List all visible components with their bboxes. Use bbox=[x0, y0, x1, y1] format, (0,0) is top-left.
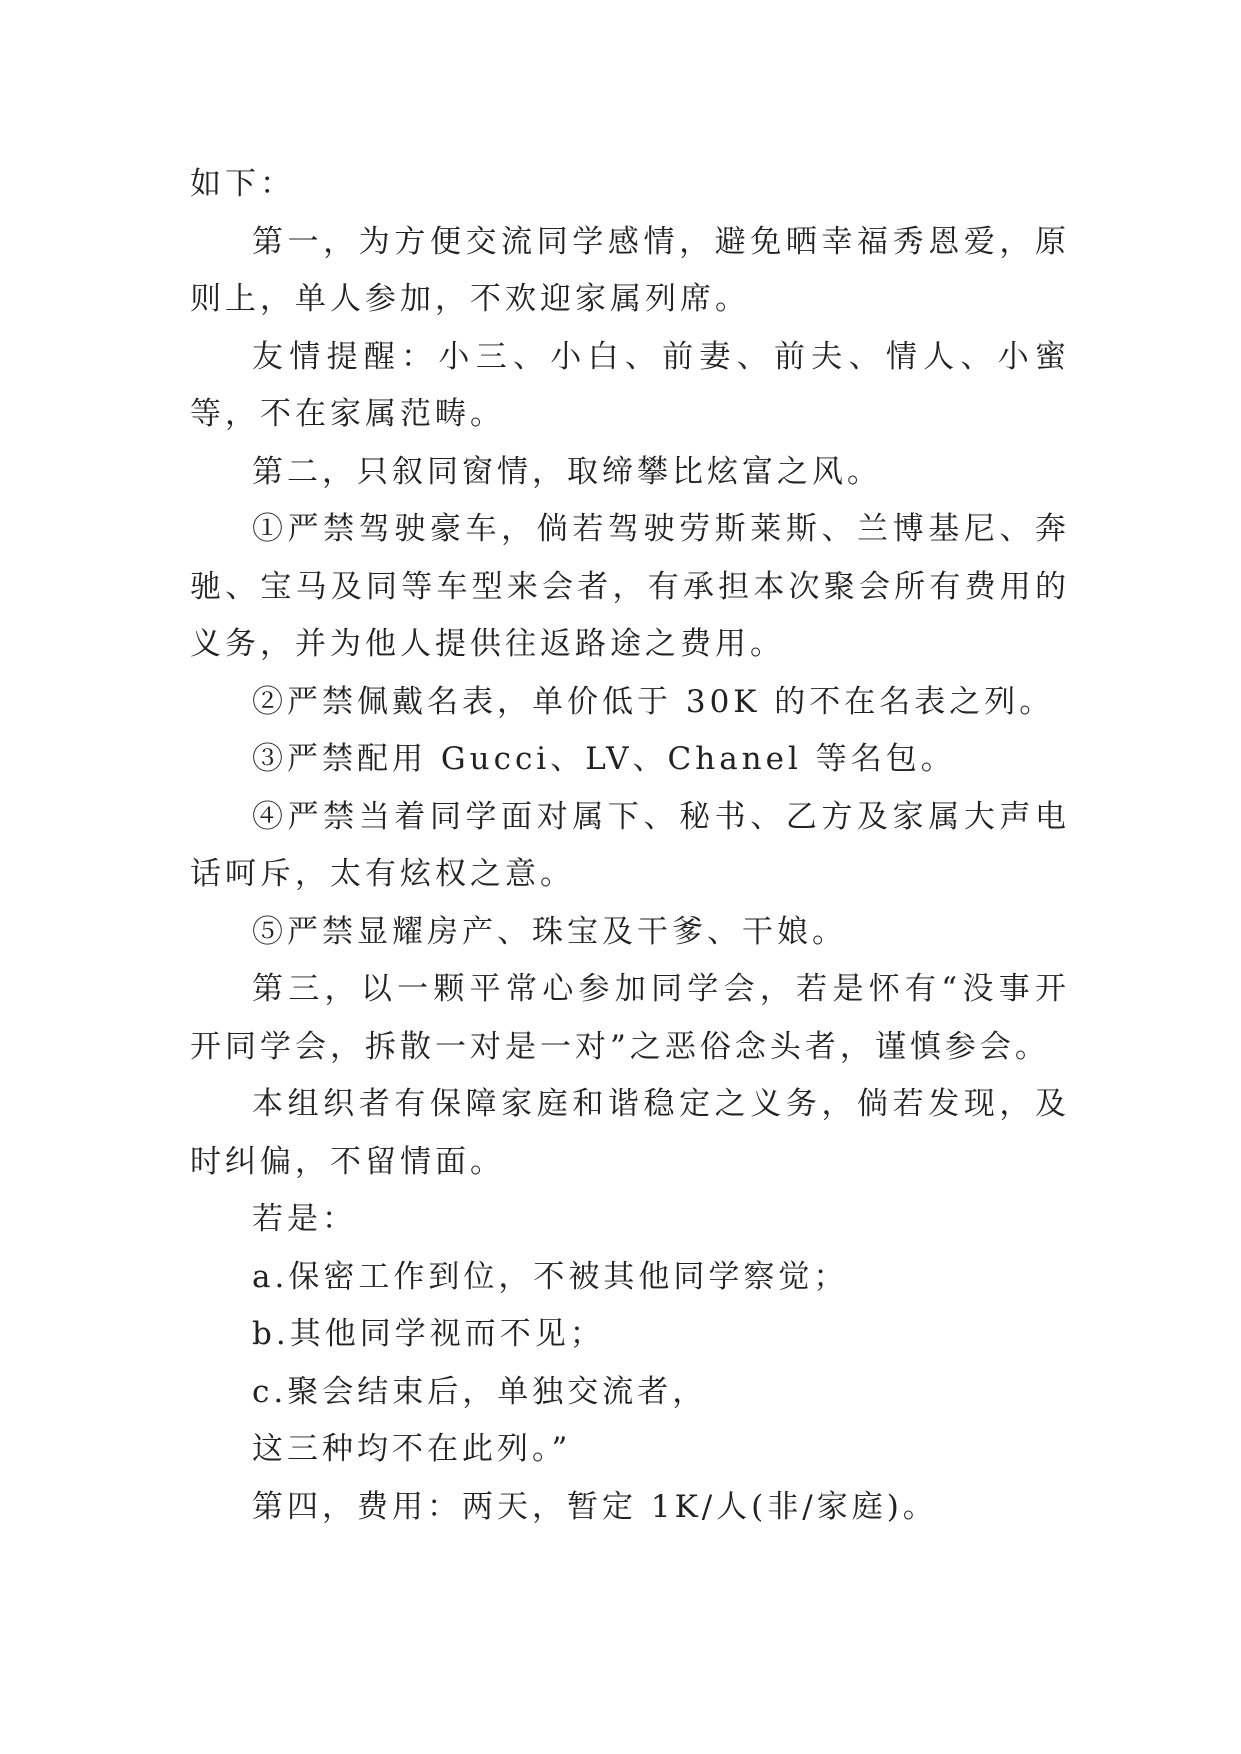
paragraph-exception-note: 这三种均不在此列。” bbox=[252, 1431, 572, 1467]
paragraph-item-3-bags: ③严禁配用 Gucci、LV、Chanel 等名包。 bbox=[252, 741, 956, 777]
document-body bbox=[190, 156, 1070, 1536]
paragraph-rule-four-fees: 第四，费用：两天，暂定 1K/人(非/家庭)。 bbox=[252, 1488, 938, 1525]
paragraph-if: 若是： bbox=[252, 1201, 357, 1237]
paragraph-case-c: c.聚会结束后，单独交流者， bbox=[252, 1373, 708, 1410]
paragraph-organizer-duty: 本组织者有保障家庭和谐稳定之义务，倘若发现，及时纠偏，不留情面。 bbox=[190, 1086, 1070, 1180]
paragraph-item-1-cars: ①严禁驾驶豪车，倘若驾驶劳斯莱斯、兰博基尼、奔驰、宝马及同等车型来会者，有承担本次聚会所有费用的义务，并为他人提供往返路途之费用。 bbox=[190, 511, 1070, 662]
paragraph-case-b: b.其他同学视而不见； bbox=[252, 1316, 605, 1352]
paragraph-rule-one: 第一，为方便交流同学感情，避免晒幸福秀恩爱，原则上，单人参加，不欢迎家属列席。 bbox=[190, 223, 1070, 317]
paragraph-rule-three: 第三，以一颗平常心参加同学会，若是怀有“没事开开同学会，拆散一对是一对”之恶俗念头者，谨慎参会。 bbox=[190, 971, 1070, 1065]
paragraph-item-5-property: ⑤严禁显耀房产、珠宝及干爹、干娘。 bbox=[252, 913, 847, 950]
paragraph-rule-two: 第二，只叙同窗情，取缔攀比炫富之风。 bbox=[252, 453, 882, 490]
paragraph-item-4-calls: ④严禁当着同学面对属下、秘书、乙方及家属大声电话呵斥，太有炫权之意。 bbox=[190, 798, 1070, 892]
paragraph-case-a: a.保密工作到位，不被其他同学察觉； bbox=[252, 1258, 849, 1295]
paragraph-item-2-watches: ②严禁佩戴名表，单价低于 30K 的不在名表之列。 bbox=[252, 683, 1055, 720]
paragraph-intro: 如下： bbox=[190, 166, 295, 202]
paragraph-friendly-reminder: 友情提醒：小三、小白、前妻、前夫、情人、小蜜等，不在家属范畴。 bbox=[190, 338, 1070, 432]
